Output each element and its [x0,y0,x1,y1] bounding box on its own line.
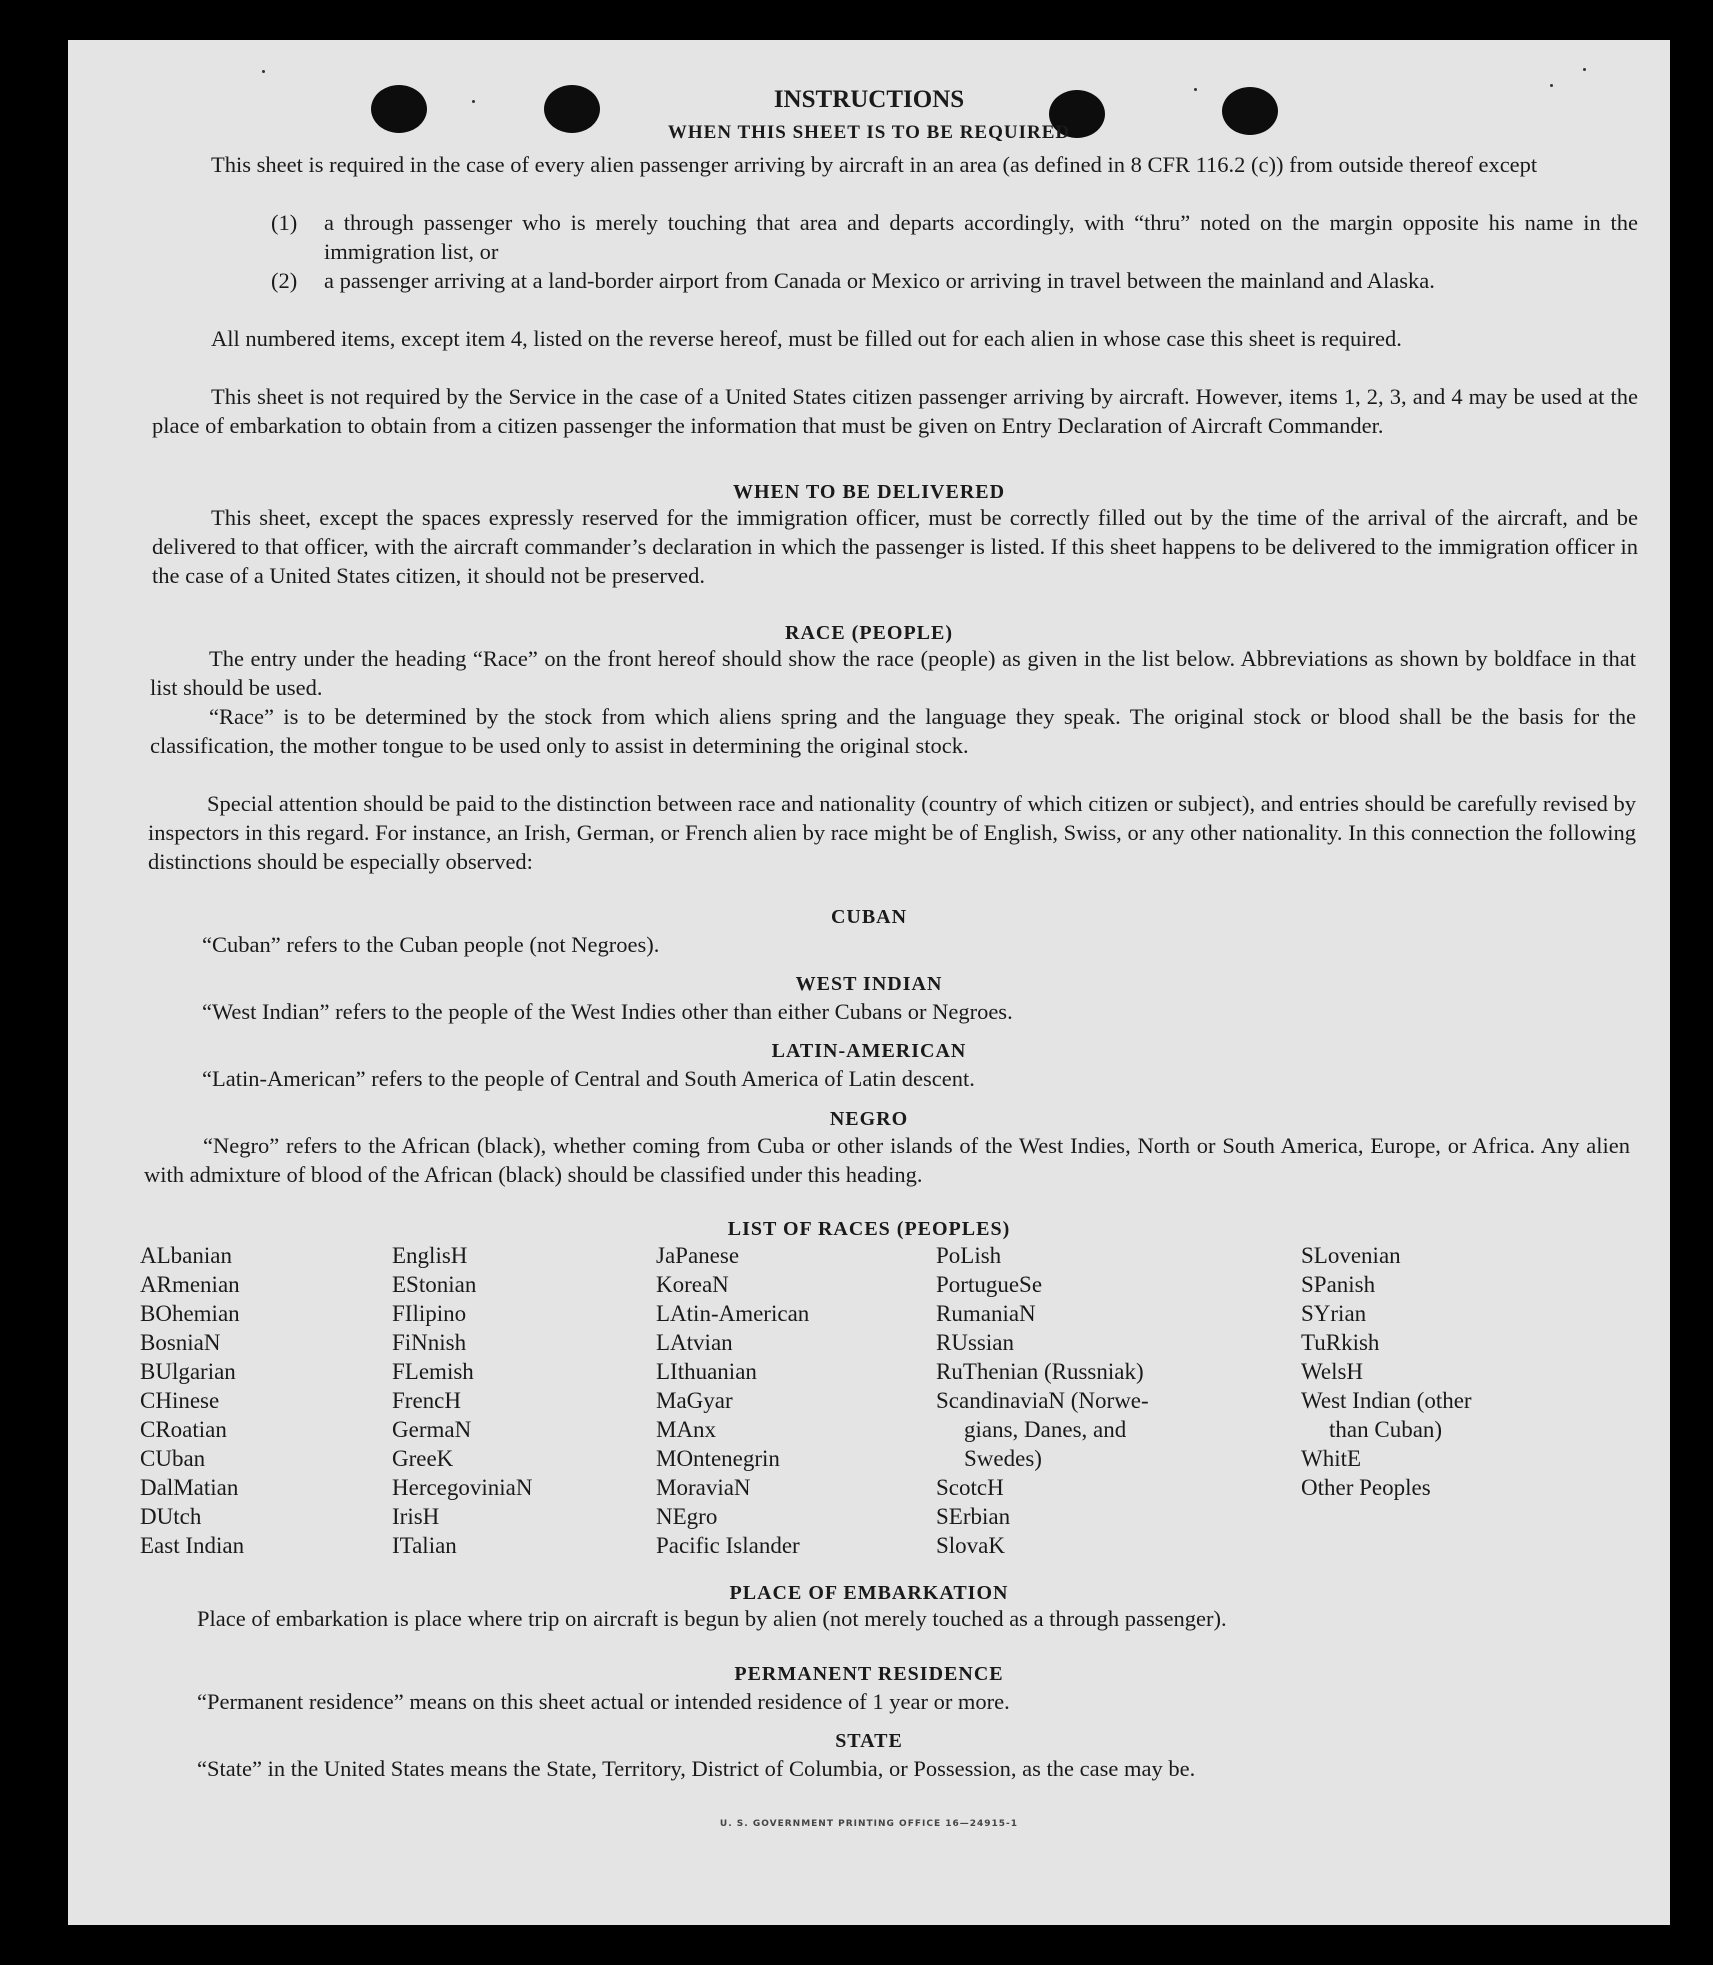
race-item: PortugueSe [936,1272,1043,1297]
race-column-1 [140,1241,244,1560]
race-item: ScandinaviaN (Norwe- [936,1388,1149,1413]
race-column-3 [656,1241,809,1560]
section-heading-when-delivered: WHEN TO BE DELIVERED [732,481,1006,503]
page-title: INSTRUCTIONS [773,86,965,113]
race-item: NEgro [656,1504,718,1529]
printer-imprint: U. S. GOVERNMENT PRINTING OFFICE 16—24915-1 [719,1819,1019,1829]
section-heading-state: STATE [835,1730,903,1752]
section-heading-latin-american: LATIN-AMERICAN [771,1040,967,1062]
race-item: WelsH [1301,1359,1364,1384]
paragraph: The entry under the heading “Race” on the front hereof should show the race (people) as given in the list below. Abbreviations as shown by boldface in that list should be used. [150,646,1636,700]
race-item: IrisH [392,1504,440,1529]
race-item: ITalian [392,1533,457,1558]
paragraph: Special attention should be paid to the distinction between race and nationality (country of which citizen or subject), and entries should be carefully revised by inspectors in this regard. For instance, an Irish, German, or French alien by race might be of English, Swiss, or any other nationality. In this connection the following distinctions should be especially observed: [148,791,1636,874]
paragraph: This sheet is required in the case of every alien passenger arriving by aircraft in an area (as defined in 8 CFR 116.2 (c)) from outside thereof except [211,152,1538,177]
race-item: Other Peoples [1301,1475,1431,1500]
race-item: CRoatian [140,1417,227,1442]
race-item: DUtch [140,1504,202,1529]
race-item: MoraviaN [656,1475,751,1500]
paragraph: “Negro” refers to the African (black), whether coming from Cuba or other islands of the West Indies, North or South America, Europe, or Africa. Any alien with admixture of blood of the African (black) should be classified under this heading. [144,1133,1630,1187]
race-item: CUban [140,1446,206,1471]
race-column-4 [936,1241,1149,1560]
race-item: FiNnish [392,1330,467,1355]
section-heading-cuban: CUBAN [830,906,908,928]
race-item: KoreaN [656,1272,729,1297]
paragraph: This sheet is not required by the Service in the case of a United States citizen passenger arriving by aircraft. However, items 1, 2, 3, and 4 may be used at the place of embarkation to obtain from a citizen passenger the information that must be given on Entry Declaration of Aircraft Commander. [152,384,1638,438]
race-item-continuation: gians, Danes, and [964,1417,1127,1442]
race-item-continuation: Swedes) [964,1446,1042,1471]
race-item: West Indian (other [1301,1388,1472,1413]
race-item: JaPanese [656,1243,740,1268]
race-column-2 [392,1241,533,1560]
race-item: PoLish [936,1243,1002,1268]
section-heading-residence: PERMANENT RESIDENCE [734,1663,1004,1685]
race-item: WhitE [1301,1446,1362,1471]
race-item: BUlgarian [140,1359,236,1384]
race-item: MAnx [656,1417,717,1442]
race-item: SPanish [1301,1272,1376,1297]
race-item: SlovaK [936,1533,1005,1558]
race-item: EStonian [392,1272,477,1297]
section-heading-race: RACE (PEOPLE) [785,622,953,644]
race-item: LIthuanian [656,1359,757,1384]
list-item: a through passenger who is merely touching that area and departs accordingly, with “thru” noted on the margin opposite his name in the immigration list, or [324,210,1638,264]
paragraph: “State” in the United States means the State, Territory, District of Columbia, or Possession, as the case may be. [197,1756,1196,1781]
race-item: MaGyar [656,1388,733,1413]
race-item: LAtvian [656,1330,733,1355]
race-column-5 [1301,1241,1472,1502]
section-heading-list-of-races: LIST OF RACES (PEOPLES) [727,1218,1011,1240]
list-item: a passenger arriving at a land-border airport from Canada or Mexico or arriving in travel between the mainland and Alaska. [324,268,1435,293]
paragraph: “Cuban” refers to the Cuban people (not Negroes). [202,932,660,957]
paragraph: “Race” is to be determined by the stock from which aliens spring and the language they speak. The original stock or blood shall be the basis for the classification, the mother tongue to be used only to assist in determining the original stock. [150,704,1636,758]
section-heading-when-required: WHEN THIS SHEET IS TO BE REQUIRED [667,122,1071,143]
race-item: ALbanian [140,1243,232,1268]
paragraph: All numbered items, except item 4, listed on the reverse hereof, must be filled out for each alien in whose case this sheet is required. [211,326,1402,351]
section-heading-west-indian: WEST INDIAN [795,973,943,995]
race-item-continuation: than Cuban) [1329,1417,1443,1442]
race-item: FrencH [392,1388,461,1413]
race-item: FLemish [392,1359,474,1384]
race-item: DalMatian [140,1475,239,1500]
paragraph: “Permanent residence” means on this sheet actual or intended residence of 1 year or more. [197,1689,1010,1714]
paragraph: Place of embarkation is place where trip on aircraft is begun by alien (not merely touched as a through passenger). [197,1606,1227,1631]
speck [1583,68,1586,71]
race-item: RUssian [936,1330,1014,1355]
race-item: TuRkish [1301,1330,1380,1355]
race-item: GreeK [392,1446,454,1471]
race-item: CHinese [140,1388,220,1413]
paragraph: This sheet, except the spaces expressly reserved for the immigration officer, must be correctly filled out by the time of the arrival of the aircraft, and be delivered to that officer, with the aircraft commander’s declaration in which the passenger is listed. If this sheet happens to be delivered to the immigration officer in the case of a United States citizen, it should not be preserved. [152,505,1638,588]
speck [262,70,265,73]
paragraph: “West Indian” refers to the people of the West Indies other than either Cubans or Negroes. [202,999,1013,1024]
race-item: GermaN [392,1417,472,1442]
race-item: SYrian [1301,1301,1367,1326]
document-page [68,40,1670,1925]
section-heading-negro: NEGRO [829,1108,909,1130]
race-item: RuThenian (Russniak) [936,1359,1144,1384]
race-item: ARmenian [140,1272,240,1297]
race-item: SErbian [936,1504,1011,1529]
race-item: BosniaN [140,1330,221,1355]
race-item: SLovenian [1301,1243,1401,1268]
race-item: MOntenegrin [656,1446,780,1471]
paragraph: “Latin-American” refers to the people of Central and South America of Latin descent. [202,1066,975,1091]
list-number: (1) [271,210,298,235]
race-item: LAtin-American [656,1301,810,1326]
list-number: (2) [271,268,298,293]
section-heading-embarkation: PLACE OF EMBARKATION [729,1582,1009,1604]
race-item: FIlipino [392,1301,467,1326]
race-item: Pacific Islander [656,1533,800,1558]
race-item: HercegoviniaN [392,1475,533,1500]
race-item: East Indian [140,1533,245,1558]
race-item: EnglisH [392,1243,468,1268]
race-item: BOhemian [140,1301,240,1326]
race-item: ScotcH [936,1475,1004,1500]
race-item: RumaniaN [936,1301,1036,1326]
